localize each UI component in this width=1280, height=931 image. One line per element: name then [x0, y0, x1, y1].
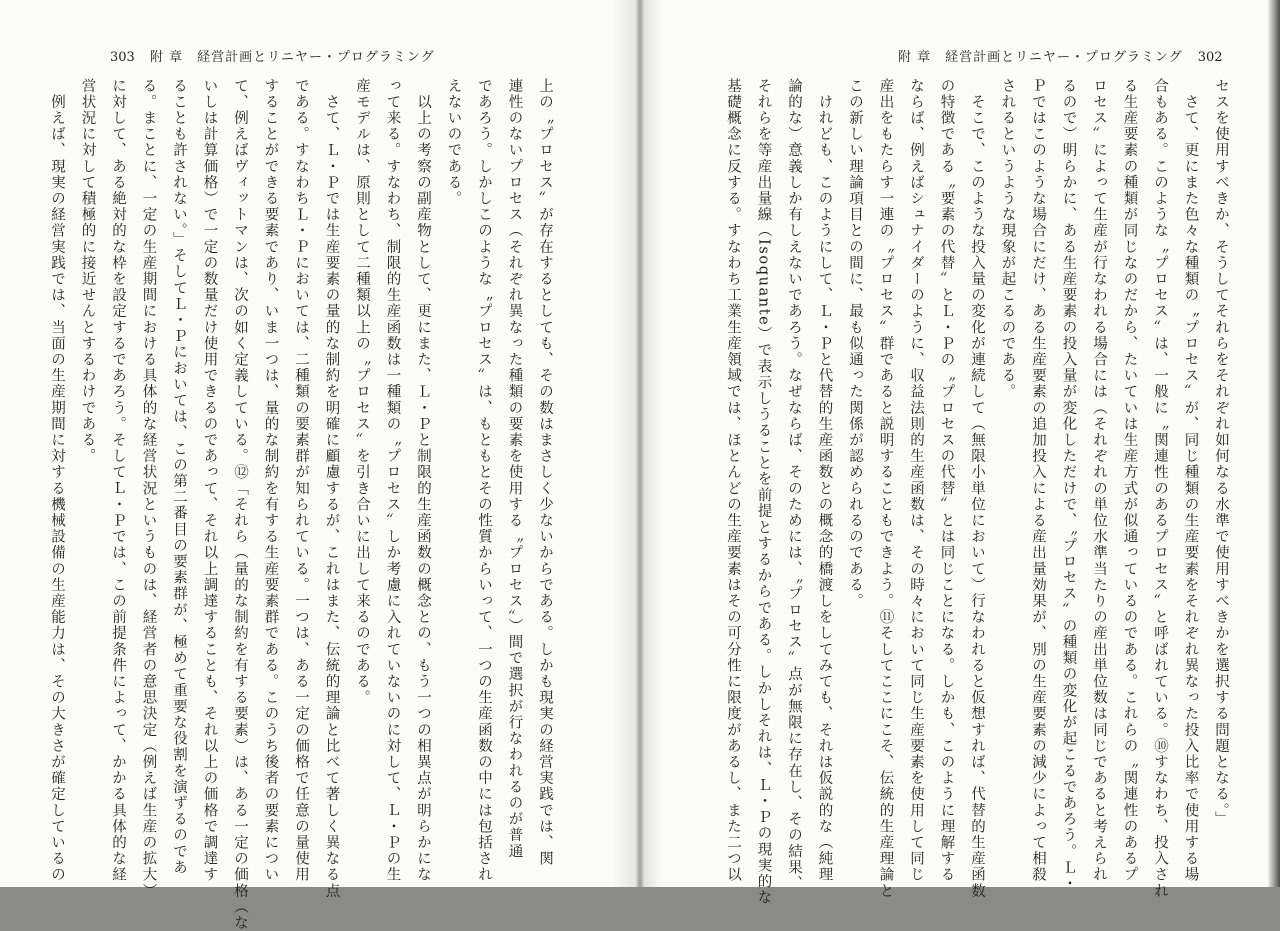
text-column: Ｐではこのような場合にだけ、ある生産要素の追加投入による産出量効果が、別の生産要素の減少によって相殺	[1030, 78, 1046, 883]
right-page	[640, 0, 1280, 906]
text-column: この新しい理論項目との間に、最も似通った関係が認められるのである。	[847, 78, 863, 610]
right-page-edge	[1268, 0, 1280, 887]
text-column: ロセス〟によって生産が行なわれる場合には（それぞれの単位水準当たりの産出単位数は同じであると考えられ	[1091, 78, 1107, 883]
text-column: それらを等産出量線（Isoquante）で表示しうることを前提とするからである。しかしそれは、Ｌ・Ｐの現実的な	[755, 78, 772, 906]
text-column: ることも許されない。」そしてＬ・Ｐにおいては、この第二番目の要素群が、極めて重要な役割を演ずるのであ	[171, 78, 187, 876]
text-column: いしは計算価格）で一定の数量だけ使用できるのであって、それ以上調達することも、それ以上の価格で調達す	[201, 78, 218, 883]
text-column: 論的な）意義しか有しえないであろう。なぜならば、そのためには、〝プロセス〟点が無限に存在し、その結果、	[786, 78, 802, 892]
text-column: けれども、このようにして、Ｌ・Ｐと代替的生産函数との概念的橋渡しをしてみても、それは仮説的な（純理	[816, 78, 833, 883]
text-column: る。まことに、一定の生産期間における具体的な経営状況というものは、経営者の意思決定（例えば生産の拡大）	[140, 78, 157, 900]
right-page-body	[725, 78, 1236, 906]
book-gutter	[636, 0, 644, 887]
right-running-header	[898, 46, 1233, 65]
text-column: 連性のないプロセス（それぞれ異なった種類の要素を使用する〝プロセス〟）間で選択が行なわれるのが普通	[506, 78, 523, 860]
text-column: って来る。すなわち、制限的生産函数は一種類の〝プロセス〟しか考慮に入れていないのに対して、Ｌ・Ｐの生	[384, 78, 401, 883]
text-column: て、例えばヴィットマンは、次の如く定義している。⑫「それら（量的な制約を有する要素）は、ある一定の価格（な	[232, 78, 248, 931]
text-column: セスを使用すべきか、そうしてそれらをそれぞれ如何なる水準で使用すべきかを選択する問題となる。」	[1213, 78, 1229, 828]
text-column: されるというような現象が起こるのである。	[999, 78, 1016, 400]
text-column: に対して、ある絶対的な枠を設定するであろう。そしてＬ・Ｐでは、この前提条件によって、かかる具体的な経	[110, 78, 126, 883]
right-page-number: 302	[1197, 50, 1223, 65]
text-column: 以上の考察の副産物として、更にまた、Ｌ・Ｐと制限的生産函数の概念との、もう一つの相異点が明らかにな	[415, 78, 431, 883]
right-running-head-title: 附 章 経営計画とリニヤー・プログラミング	[898, 50, 1183, 65]
text-column: そこで、このような投入量の変化が連続して（無限小単位において）行なわれると仮想すれば、代替的生産函数	[969, 78, 985, 900]
text-column: る生産要素の種類が同じなのだから、たいていは生産方式が似通っているのである。これらの〝関連性のあるプ	[1121, 78, 1138, 883]
text-column: の特徴である〝要素の代替〟とＬ・Ｐの〝プロセスの代替〟とは同じことになる。しかも、このように理解する	[938, 78, 955, 883]
text-column: 産出をもたらす一連の〝プロセス〟群であると説明することもできよう。⑪そしてここにこそ、伝統的生産理論と	[877, 78, 894, 900]
text-column: さて、Ｌ・Ｐでは生産要素の量的な制約を明確に顧慮するが、これはまた、伝統的理論と比べて著しく異なる点	[323, 78, 340, 900]
text-column: 営状況に対して積極的に接近せんとするわけである。	[79, 78, 96, 465]
text-column: ならば、例えばシュナイダーのように、収益法則的生産函数は、その時々において同じ生産要素を使用して同じ	[908, 78, 924, 883]
text-column: 産モデルは、原則として二種類以上の〝プロセス〟を引き合いに出して来るのである。	[354, 78, 370, 706]
left-page-number: 303	[110, 50, 135, 65]
text-column: さて、更にまた色々な種類の〝プロセス〟が、同じ種類の生産要素をそれぞれ異なった投入比率で使用する場	[1182, 78, 1199, 883]
text-column: えないのである。	[445, 78, 462, 207]
text-column: 合もある。このような〝プロセス〟は、一般に〝関連性のあるプロセス〟と呼ばれている。⑩すなわち、投入され	[1152, 78, 1168, 900]
text-column: 例えば、現実の経営実践では、当面の生産期間に対する機械設備の生産能力は、その大きさが確定しているの	[49, 78, 65, 883]
text-column: である。すなわちＬ・Ｐにおいては、二種類の要素群が知られている。一つは、ある一定の価格で任意の量使用	[293, 78, 309, 883]
left-page-body	[49, 78, 560, 931]
text-column: であろう。しかしこのような〝プロセス〟は、もともとその性質からいって、一つの生産函数の中には包括され	[476, 78, 492, 883]
text-column: 基礎概念に反する。すなわち工業生産領域では、ほとんどの生産要素はその可分性に限度があるし、また二つ以	[725, 78, 741, 883]
left-running-head-title: 附 章 経営計画とリニヤー・プログラミング	[149, 50, 435, 65]
text-column: 上の〝プロセス〟が存在するとしても、その数はまさしく少ないからである。しかも現実の経営実践では、関	[537, 78, 553, 867]
text-column: るので）明らかに、ある生産要素の投入量が変化しただけで、〝プロセス〟の種類の変化が起こるであろう。Ｌ・	[1060, 78, 1077, 892]
left-running-header	[100, 46, 435, 65]
text-column: することができる要素であり、いま一つは、量的な制約を有する生産要素群である。このうち後者の要素につい	[262, 78, 279, 883]
